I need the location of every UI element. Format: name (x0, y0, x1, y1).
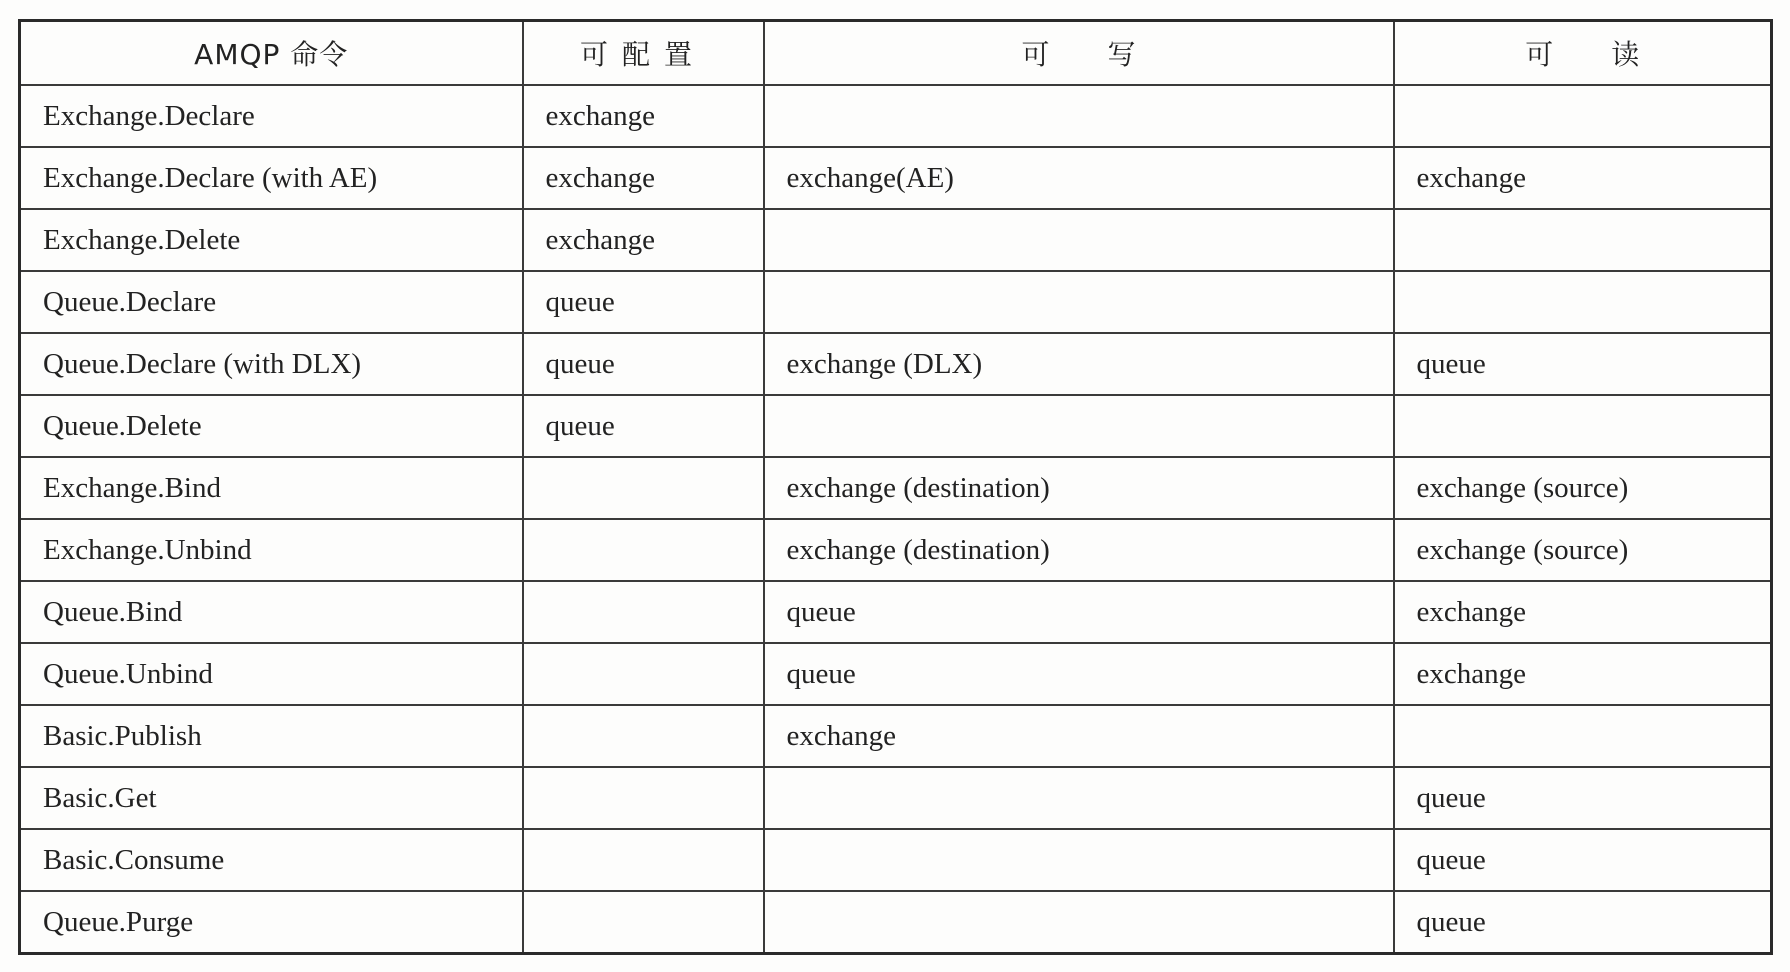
cell-configure: queue (523, 333, 764, 395)
cell-configure (523, 891, 764, 954)
cell-read: exchange (source) (1394, 519, 1772, 581)
table-row (20, 829, 1772, 891)
header-read: 可读 (1394, 21, 1772, 86)
cell-command: Exchange.Declare (with AE) (20, 147, 523, 209)
cell-read (1394, 85, 1772, 147)
header-row (20, 21, 1772, 86)
cell-command: Queue.Declare (20, 271, 523, 333)
header-write: 可写 (764, 21, 1394, 86)
cell-command: Exchange.Delete (20, 209, 523, 271)
table-row (20, 519, 1772, 581)
cell-write: queue (764, 581, 1394, 643)
cell-write: exchange(AE) (764, 147, 1394, 209)
cell-write (764, 891, 1394, 954)
table-body (20, 85, 1772, 954)
cell-write: exchange (destination) (764, 519, 1394, 581)
cell-write (764, 829, 1394, 891)
cell-configure (523, 705, 764, 767)
cell-command: Basic.Get (20, 767, 523, 829)
cell-configure (523, 643, 764, 705)
cell-command: Queue.Purge (20, 891, 523, 954)
cell-read (1394, 705, 1772, 767)
cell-write (764, 395, 1394, 457)
cell-command: Exchange.Unbind (20, 519, 523, 581)
cell-configure: exchange (523, 209, 764, 271)
cell-command: Exchange.Declare (20, 85, 523, 147)
table-row (20, 891, 1772, 954)
table-row (20, 457, 1772, 519)
cell-read: queue (1394, 891, 1772, 954)
table-row (20, 643, 1772, 705)
cell-configure: exchange (523, 85, 764, 147)
table-row (20, 581, 1772, 643)
cell-read: exchange (source) (1394, 457, 1772, 519)
table-row (20, 767, 1772, 829)
table-row (20, 147, 1772, 209)
amqp-permission-table (18, 19, 1773, 955)
cell-command: Queue.Unbind (20, 643, 523, 705)
cell-read: exchange (1394, 581, 1772, 643)
cell-read: queue (1394, 829, 1772, 891)
cell-read: exchange (1394, 643, 1772, 705)
cell-configure: queue (523, 271, 764, 333)
table-row (20, 209, 1772, 271)
cell-command: Basic.Consume (20, 829, 523, 891)
cell-configure: exchange (523, 147, 764, 209)
cell-read: queue (1394, 767, 1772, 829)
cell-write: exchange (764, 705, 1394, 767)
table-header (20, 21, 1772, 86)
cell-write: queue (764, 643, 1394, 705)
header-amqp-command: AMQP 命令 (20, 21, 523, 86)
header-configure: 可配置 (523, 21, 764, 86)
table-row (20, 271, 1772, 333)
cell-configure (523, 519, 764, 581)
cell-read (1394, 209, 1772, 271)
cell-read: exchange (1394, 147, 1772, 209)
cell-configure (523, 581, 764, 643)
cell-configure (523, 457, 764, 519)
cell-write (764, 271, 1394, 333)
cell-write (764, 85, 1394, 147)
table-row (20, 395, 1772, 457)
cell-write (764, 209, 1394, 271)
cell-command: Queue.Declare (with DLX) (20, 333, 523, 395)
cell-configure (523, 767, 764, 829)
cell-read (1394, 395, 1772, 457)
cell-read: queue (1394, 333, 1772, 395)
cell-write (764, 767, 1394, 829)
cell-configure (523, 829, 764, 891)
cell-write: exchange (destination) (764, 457, 1394, 519)
cell-command: Queue.Delete (20, 395, 523, 457)
table-row (20, 333, 1772, 395)
cell-configure: queue (523, 395, 764, 457)
table-row (20, 85, 1772, 147)
cell-read (1394, 271, 1772, 333)
cell-command: Exchange.Bind (20, 457, 523, 519)
cell-write: exchange (DLX) (764, 333, 1394, 395)
table-row (20, 705, 1772, 767)
cell-command: Queue.Bind (20, 581, 523, 643)
cell-command: Basic.Publish (20, 705, 523, 767)
